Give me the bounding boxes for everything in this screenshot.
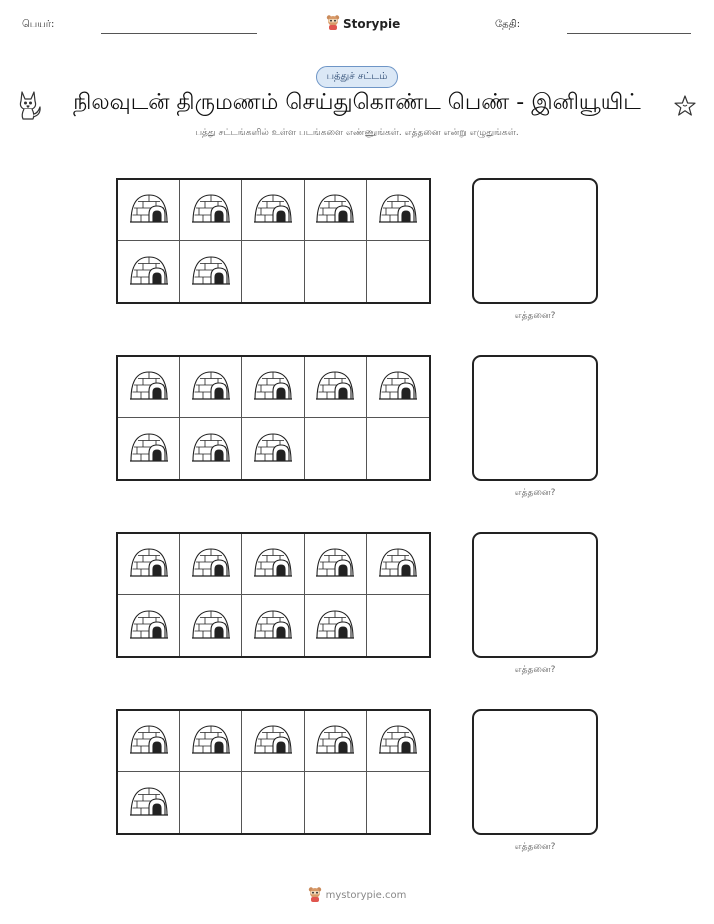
date-line[interactable] [567,33,691,34]
ten-frame-cell [242,772,304,833]
date-label: தேதி: [495,19,521,30]
ten-frame [116,532,431,658]
igloo-icon [253,368,293,406]
ten-frame [116,355,431,481]
name-label: பெயர்: [22,19,55,30]
ten-frame-cell [242,357,304,418]
star-icon [673,94,697,122]
ten-frame-cell [180,534,242,595]
ten-frame-cell [367,357,429,418]
ten-frame-cell [305,711,367,772]
ten-frame-cell [180,241,242,302]
ten-frame-cell [367,772,429,833]
ten-frame-cell [180,357,242,418]
ten-frame-cell [367,711,429,772]
igloo-icon [378,722,418,760]
igloo-icon [191,607,231,645]
ten-frame-cell [118,711,180,772]
igloo-icon [191,253,231,291]
ten-frame [116,178,431,304]
ten-frame-cell [367,534,429,595]
count-question: எத்தனை? [514,665,556,675]
igloo-icon [253,430,293,468]
igloo-icon [191,191,231,229]
ten-frame-cell [305,534,367,595]
ten-frame-cell [305,180,367,241]
instructions: பத்து சட்டங்களில் உள்ள படங்களை எண்ணுங்கள். எத்தனை என்று எழுதுங்கள். [195,128,519,138]
ten-frame-cell [180,772,242,833]
igloo-icon [253,191,293,229]
ten-frame-cell [242,534,304,595]
igloo-icon [129,368,169,406]
footer [308,886,407,905]
igloo-icon [378,545,418,583]
ten-frame-cell [242,418,304,479]
igloo-icon [315,368,355,406]
ten-frame-cell [242,711,304,772]
worksheet-type-badge: பத்துச் சட்டம் [316,66,399,88]
ten-frame-cell [305,357,367,418]
ten-frame-cell [367,418,429,479]
ten-frame-cell [118,357,180,418]
ten-frame-cell [118,772,180,833]
ten-frame-cell [180,418,242,479]
ten-frame-cell [118,180,180,241]
answer-box[interactable] [472,355,598,481]
ten-frame-cell [180,711,242,772]
ten-frame [116,709,431,835]
ten-frame-cell [180,595,242,656]
ten-frame-cell [305,418,367,479]
storypie-bear-icon [308,886,322,905]
igloo-icon [378,368,418,406]
igloo-icon [378,191,418,229]
ten-frame-cell [305,772,367,833]
igloo-icon [315,191,355,229]
ten-frame-cell [242,180,304,241]
ten-frame-cell [305,241,367,302]
igloo-icon [191,722,231,760]
igloo-icon [315,607,355,645]
ten-frame-cell [118,241,180,302]
igloo-icon [129,545,169,583]
ten-frame-cell [118,418,180,479]
ten-frame-cell [367,241,429,302]
count-question: எத்தனை? [514,488,556,498]
ten-frame-cell [118,534,180,595]
igloo-icon [253,545,293,583]
ten-frame-cell [305,595,367,656]
answer-box[interactable] [472,178,598,304]
igloo-icon [191,368,231,406]
ten-frame-cell [367,180,429,241]
ten-frame-cell [180,180,242,241]
answer-box[interactable] [472,709,598,835]
answer-box[interactable] [472,532,598,658]
igloo-icon [315,545,355,583]
name-line[interactable] [101,33,257,34]
igloo-icon [129,784,169,822]
count-question: எத்தனை? [514,842,556,852]
igloo-icon [191,545,231,583]
footer-url[interactable]: mystorypie.com [325,890,407,901]
igloo-icon [191,430,231,468]
igloo-icon [129,722,169,760]
igloo-icon [253,722,293,760]
igloo-icon [129,430,169,468]
igloo-icon [129,191,169,229]
igloo-icon [129,607,169,645]
page-title: நிலவுடன் திருமணம் செய்துகொண்ட பெண் - இனியூயிட் [73,90,641,115]
igloo-icon [129,253,169,291]
ten-frame-cell [242,241,304,302]
brand-name: Storypie [343,16,401,31]
igloo-icon [253,607,293,645]
ten-frame-cell [242,595,304,656]
ten-frame-cell [118,595,180,656]
brand-logo [326,14,400,33]
ten-frame-cell [367,595,429,656]
count-question: எத்தனை? [514,311,556,321]
storypie-bear-icon [326,14,340,33]
igloo-icon [315,722,355,760]
